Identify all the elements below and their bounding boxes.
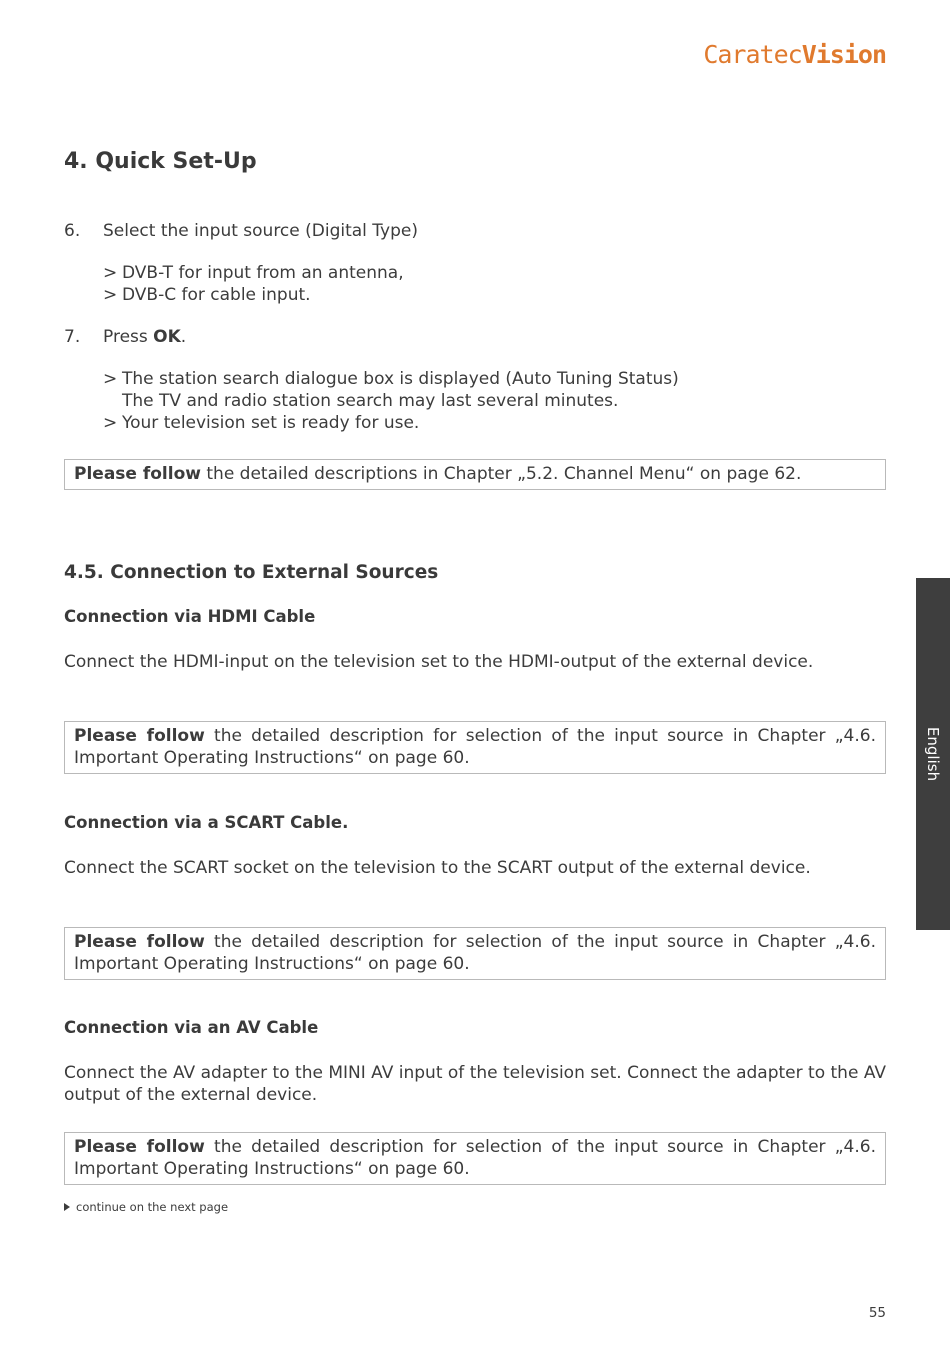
scart-text: Connect the SCART socket on the television to the SCART output of the external device.	[64, 858, 811, 878]
sub-item	[103, 390, 618, 412]
triangle-right-icon	[64, 1203, 70, 1211]
brand-logo	[703, 40, 886, 69]
sub-text: Your television set is ready for use.	[122, 413, 420, 433]
sub-marker: >	[103, 263, 118, 283]
sub-marker: >	[103, 285, 118, 305]
section-heading: 4.5. Connection to External Sources	[64, 562, 439, 583]
sub-text: The TV and radio station search may last several minutes.	[122, 391, 619, 411]
continue-hint	[64, 1200, 228, 1214]
av-text: Connect the AV adapter to the MINI AV input of the television set. Connect the adapter to the AV output of the external device.	[64, 1063, 886, 1105]
sub-text: DVB-T for input from an antenna,	[122, 263, 404, 283]
step-text-before: Press	[103, 327, 154, 347]
hdmi-heading: Connection via HDMI Cable	[64, 607, 316, 626]
scart-heading: Connection via a SCART Cable.	[64, 813, 349, 832]
continue-text: continue on the next page	[76, 1200, 229, 1214]
note-box	[64, 927, 886, 980]
sub-item	[103, 412, 419, 434]
page-number: 55	[868, 1305, 886, 1321]
step-text-after: .	[180, 327, 187, 347]
note-emphasis: Please follow	[74, 1137, 205, 1157]
step-number: 7.	[64, 327, 81, 347]
sub-marker: >	[103, 369, 118, 389]
sub-text: DVB-C for cable input.	[122, 285, 311, 305]
av-heading: Connection via an AV Cable	[64, 1018, 319, 1037]
note-box	[64, 1132, 886, 1185]
sub-item	[103, 262, 404, 284]
hdmi-text: Connect the HDMI-input on the television set to the HDMI-output of the external device.	[64, 652, 814, 672]
step-6	[64, 220, 886, 242]
page-title: 4. Quick Set-Up	[64, 149, 257, 174]
step-number: 6.	[64, 221, 81, 241]
sub-item	[103, 284, 311, 306]
step-text: Select the input source (Digital Type)	[103, 221, 418, 241]
sub-item	[103, 368, 679, 390]
sub-text: The station search dialogue box is displayed (Auto Tuning Status)	[122, 369, 679, 389]
note-emphasis: Please follow	[74, 932, 205, 952]
step-text	[103, 326, 186, 348]
ok-key-label: OK	[153, 327, 181, 347]
note-emphasis: Please follow	[74, 726, 205, 746]
note-emphasis: Please follow	[74, 464, 201, 484]
sub-marker: >	[103, 413, 118, 433]
note-box	[64, 721, 886, 774]
note-box	[64, 459, 886, 490]
note-text: the detailed descriptions in Chapter „5.2. Channel Menu“ on page 62.	[200, 464, 802, 484]
note-text: the detailed description for selection of the input source in Chapter „4.6. Important Operating Instructions“ on page 60.	[74, 1137, 876, 1179]
language-tab	[916, 578, 950, 930]
brand-logo-part1: Caratec	[703, 40, 802, 69]
brand-logo-part2: Vision	[801, 40, 886, 69]
step-7	[64, 326, 886, 348]
note-text: the detailed description for selection of the input source in Chapter „4.6. Important Operating Instructions“ on page 60.	[74, 932, 876, 974]
language-tab-label: English	[924, 726, 942, 782]
note-text: the detailed description for selection of the input source in Chapter „4.6. Important Operating Instructions“ on page 60.	[74, 726, 876, 768]
